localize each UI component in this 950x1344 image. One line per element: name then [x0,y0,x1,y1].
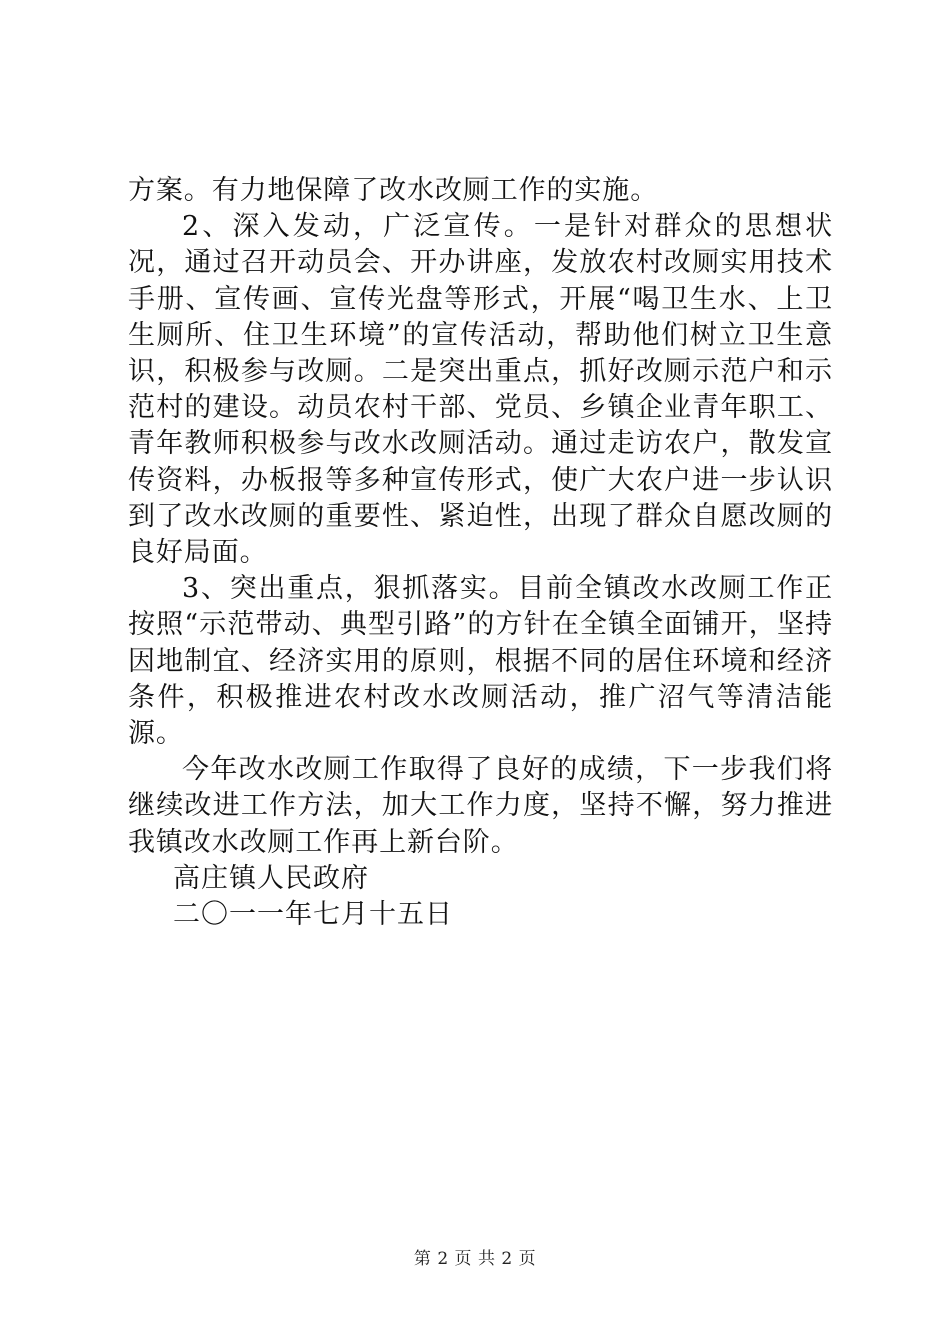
signature-organization: 高庄镇人民政府 [173,862,369,894]
paragraph-conclusion: 今年改水改厕工作取得了良好的成绩，下一步我们将继续改进工作方法，加大工作力度，坚持不懈，努力推进我镇改水改厕工作再上新台阶。 [128,754,833,858]
document-body [128,173,833,933]
signature-date: 二〇一一年七月十五日 [173,899,453,931]
paragraph-publicity: 2、深入发动，广泛宣传。一是针对群众的思想状况，通过召开动员会、开办讲座，发放农村改厕实用技术手册、宣传画、宣传光盘等形式，开展“喝卫生水、上卫生厕所、住卫生环境”的宣传活动，帮助他们树立卫生意识，积极参与改厕。二是突出重点，抓好改厕示范户和示范村的建设。动员农村干部、党员、乡镇企业青年职工、青年教师积极参与改水改厕活动。通过走访农户，散发宣传资料，办板报等多种宣传形式，使广大农户进一步认识到了改水改厕的重要性、紧迫性，出现了群众自愿改厕的良好局面。 [128,211,833,569]
page-number-footer: 第 2 页 共 2 页 [413,1249,537,1269]
paragraph-implementation: 3、突出重点，狠抓落实。目前全镇改水改厕工作正按照“示范带动、典型引路”的方针在全镇全面铺开，坚持因地制宜、经济实用的原则，根据不同的居住环境和经济条件，积极推进农村改水改厕活动，推广沼气等清洁能源。 [128,573,833,750]
paragraph-continuation: 方案。有力地保障了改水改厕工作的实施。 [128,175,659,206]
